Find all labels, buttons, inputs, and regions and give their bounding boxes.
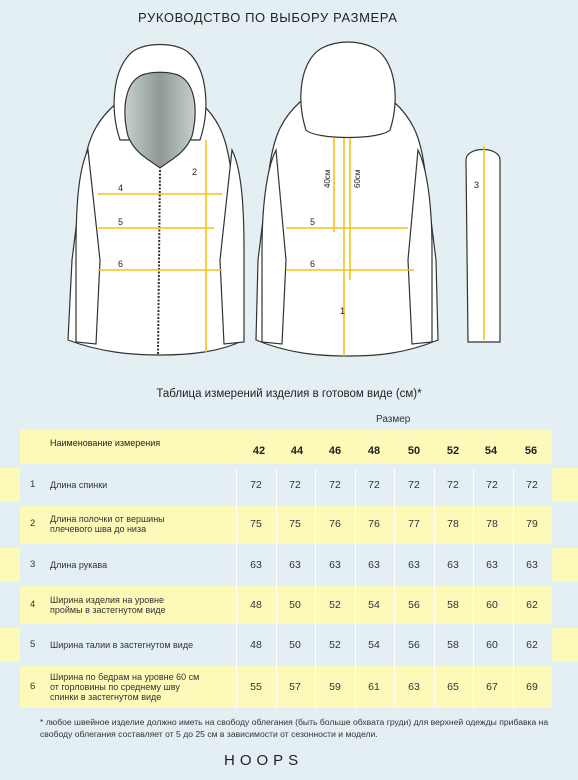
row-value-cell: 56 (408, 639, 420, 651)
header-size: 50 (407, 445, 421, 457)
row-value-cell: 58 (447, 639, 459, 651)
row-value-cell: 61 (368, 681, 380, 693)
row-value-cell: 54 (368, 639, 380, 651)
header-size: 46 (328, 445, 342, 457)
jacket-sketches-svg (0, 30, 578, 382)
table-title: Таблица измерений изделия в готовом виде (см)* (156, 388, 422, 400)
row-number: 3 (30, 559, 36, 570)
row-value-cell: 67 (486, 681, 498, 693)
row-value-cell: 60 (486, 599, 498, 611)
row-value-cell: 52 (329, 639, 341, 651)
row-value-cell: 59 (329, 681, 341, 693)
row-value-cell: 72 (526, 479, 538, 491)
row-number: 4 (30, 599, 36, 610)
row-value-cell: 56 (408, 599, 420, 611)
row-number: 6 (30, 681, 36, 692)
row-value-cell: 63 (526, 559, 538, 571)
row-value-cell: 57 (289, 681, 301, 693)
row-value-cell: 63 (329, 559, 341, 571)
row-value-cell: 65 (447, 681, 459, 693)
page-title: РУКОВОДСТВО ПО ВЫБОРУ РАЗМЕРА (138, 10, 398, 25)
back-label-6: 6 (310, 259, 316, 269)
row-value-cell: 78 (486, 518, 498, 530)
row-value-cell: 62 (526, 599, 538, 611)
sleeve-sketch (466, 150, 500, 343)
row-value-cell: 72 (289, 479, 301, 491)
front-label-5: 5 (118, 217, 124, 227)
row-value-cell: 75 (250, 518, 262, 530)
row-measurement-name: Длина рукава (50, 560, 108, 570)
row-value-cell: 72 (408, 479, 420, 491)
header-size: 48 (367, 445, 381, 457)
row-value-cell: 72 (250, 479, 262, 491)
front-label-6: 6 (118, 259, 124, 269)
row-value-cell: 63 (368, 559, 380, 571)
back-label-60: 60см (353, 169, 362, 188)
back-label-1: 1 (340, 306, 346, 316)
row-value-cell: 62 (526, 639, 538, 651)
front-label-4: 4 (118, 183, 124, 193)
row-number: 1 (30, 479, 36, 490)
row-measurement-name: Длина полочки от вершины плечевого шва до низа (50, 514, 165, 534)
garment-illustrations (0, 30, 578, 382)
row-value-cell: 76 (368, 518, 380, 530)
row-measurement-name: Ширина изделия на уровне проймы в застегнутом виде (50, 595, 166, 615)
row-value-cell: 63 (408, 559, 420, 571)
front-jacket (68, 45, 244, 356)
row-value-cell: 63 (486, 559, 498, 571)
row-value-cell: 63 (408, 681, 420, 693)
header-size: 52 (446, 445, 460, 457)
row-value-cell: 78 (447, 518, 459, 530)
back-label-40: 40см (323, 169, 332, 188)
row-value-cell: 63 (289, 559, 301, 571)
row-value-cell: 72 (329, 479, 341, 491)
header-size: 56 (524, 445, 538, 457)
row-value-cell: 48 (250, 639, 262, 651)
row-measurement-name: Длина спинки (50, 480, 108, 490)
sleeve-label-3: 3 (474, 180, 480, 190)
row-measurement-name: Ширина по бедрам на уровне 60 см от горловины по среднему шву спинки в застегнутом виде (50, 672, 200, 702)
brand-logo: HOOPS (224, 752, 304, 769)
row-value-cell: 50 (289, 639, 301, 651)
row-measurement-name: Ширина талии в застегнутом виде (50, 640, 194, 650)
back-hood (301, 42, 395, 138)
row-number: 2 (30, 518, 36, 529)
row-value-cell: 48 (250, 599, 262, 611)
row-value-cell: 72 (486, 479, 498, 491)
row-value-cell: 54 (368, 599, 380, 611)
row-value-cell: 60 (486, 639, 498, 651)
row-value-cell: 55 (250, 681, 262, 693)
row-value-cell: 72 (368, 479, 380, 491)
row-value-cell: 63 (250, 559, 262, 571)
footnote: * любое швейное изделие должно иметь на свободу облегания (быть больше обхвата груди) для верхней одежды прибавка на свободу облегания составляет от 5 до 25 см в зависимости от сезонности и модели. (40, 717, 549, 739)
row-value-cell: 50 (289, 599, 301, 611)
header-measurement-name: Наименование измерения (50, 438, 161, 448)
row-value-cell: 63 (447, 559, 459, 571)
back-label-5: 5 (310, 217, 316, 227)
row-value-cell: 75 (289, 518, 301, 530)
size-caption: Размер (376, 414, 411, 425)
row-value-cell: 79 (526, 518, 538, 530)
row-value-cell: 58 (447, 599, 459, 611)
row-number: 5 (30, 639, 36, 650)
row-value-cell: 52 (329, 599, 341, 611)
back-jacket (256, 42, 438, 356)
row-value-cell: 69 (526, 681, 538, 693)
front-label-2: 2 (192, 167, 198, 177)
header-size: 44 (290, 445, 304, 457)
header-size: 54 (484, 445, 498, 457)
row-value-cell: 77 (408, 518, 420, 530)
header-size: 42 (252, 445, 266, 457)
row-value-cell: 76 (329, 518, 341, 530)
row-value-cell: 72 (447, 479, 459, 491)
